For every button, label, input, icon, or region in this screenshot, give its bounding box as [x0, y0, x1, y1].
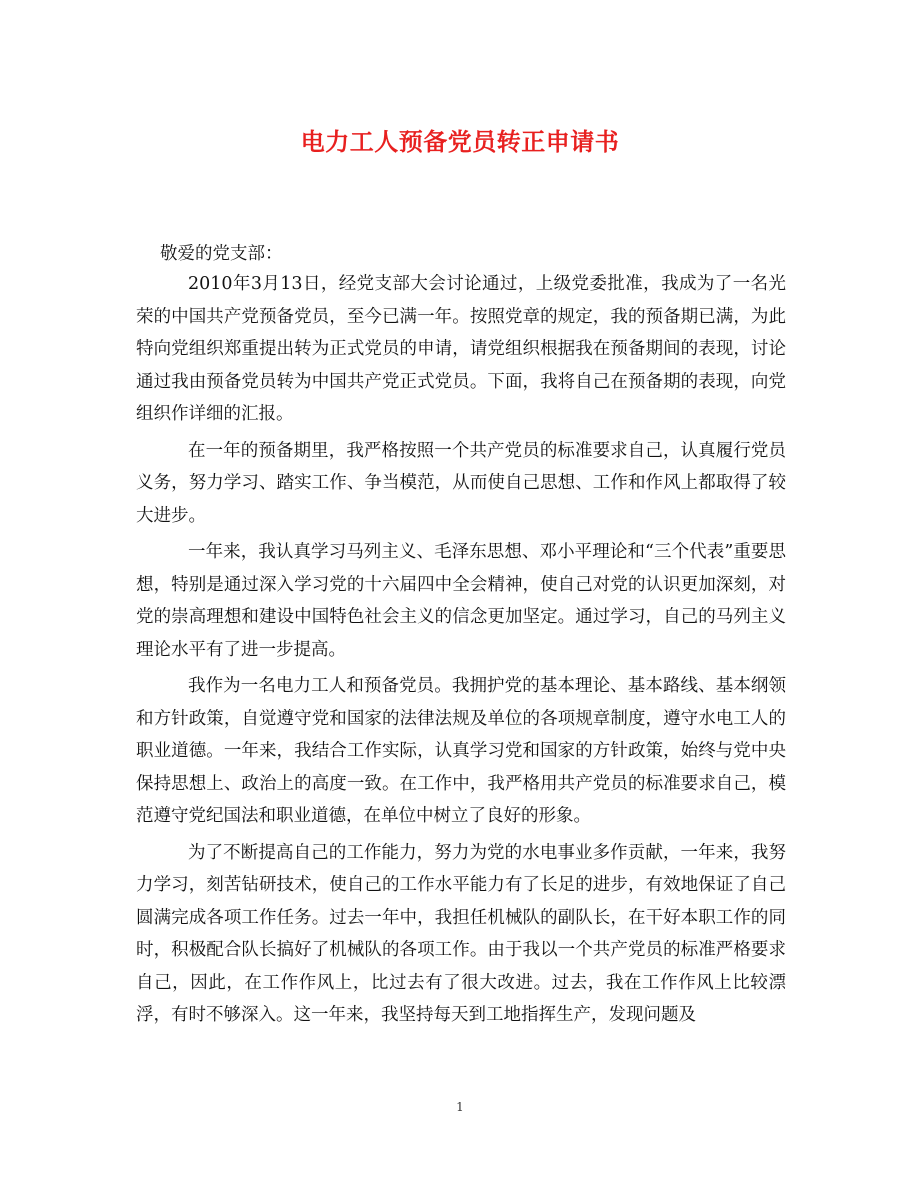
page-number: 1 — [456, 1100, 464, 1114]
paragraph-5: 为了不断提高自己的工作能力，努力为党的水电事业多作贡献，一年来，我努力学习，刻苦钻研技术，使自己的工作水平能力有了长足的进步，有效地保证了自己圆满完成各项工作任务。过去一年中，我担任机械队的副队长，在干好本职工作的同时，积极配合队长搞好了机械队的各项工作。由于我以一个共产党员的标准严格要求自己，因此，在工作作风上，比过去有了很大改进。过去，我在工作作风上比较漂浮，有时不够深入。这一年来，我坚持每天到工地指挥生产，发现问题及 — [136, 842, 786, 1025]
paragraph-1: 2010年3月13日，经党支部大会讨论通过，上级党委批准，我成为了一名光荣的中国共产党预备党员，至今已满一年。按照党章的规定，我的预备期已满，为此特向党组织郑重提出转为正式党员的申请，请党组织根据我在预备期间的表现，讨论通过我由预备党员转为中国共产党正式党员。下面，我将自己在预备期的表现，向党组织作详细的汇报。 — [136, 274, 786, 424]
document-body — [136, 268, 786, 1036]
document-title: 电力工人预备党员转正申请书 — [300, 127, 620, 156]
salutation: 敬爱的党支部： — [160, 244, 283, 264]
paragraph-3: 一年来，我认真学习马列主义、毛泽东思想、邓小平理论和“三个代表”重要思想，特别是通过深入学习党的十六届四中全会精神，使自己对党的认识更加深刻，对党的崇高理想和建设中国特色社会主义的信念更加坚定。通过学习，自己的马列主义理论水平有了进一步提高。 — [136, 542, 786, 660]
paragraph-2: 在一年的预备期里，我严格按照一个共产党员的标准要求自己，认真履行党员义务，努力学习、踏实工作、争当模范，从而使自己思想、工作和作风上都取得了较大进步。 — [136, 440, 786, 526]
paragraph-4: 我作为一名电力工人和预备党员。我拥护党的基本理论、基本路线、基本纲领和方针政策，自觉遵守党和国家的法律法规及单位的各项规章制度，遵守水电工人的职业道德。一年来，我结合工作实际，认真学习党和国家的方针政策，始终与党中央保持思想上、政治上的高度一致。在工作中，我严格用共产党员的标准要求自己，模范遵守党纪国法和职业道德，在单位中树立了良好的形象。 — [136, 676, 786, 826]
